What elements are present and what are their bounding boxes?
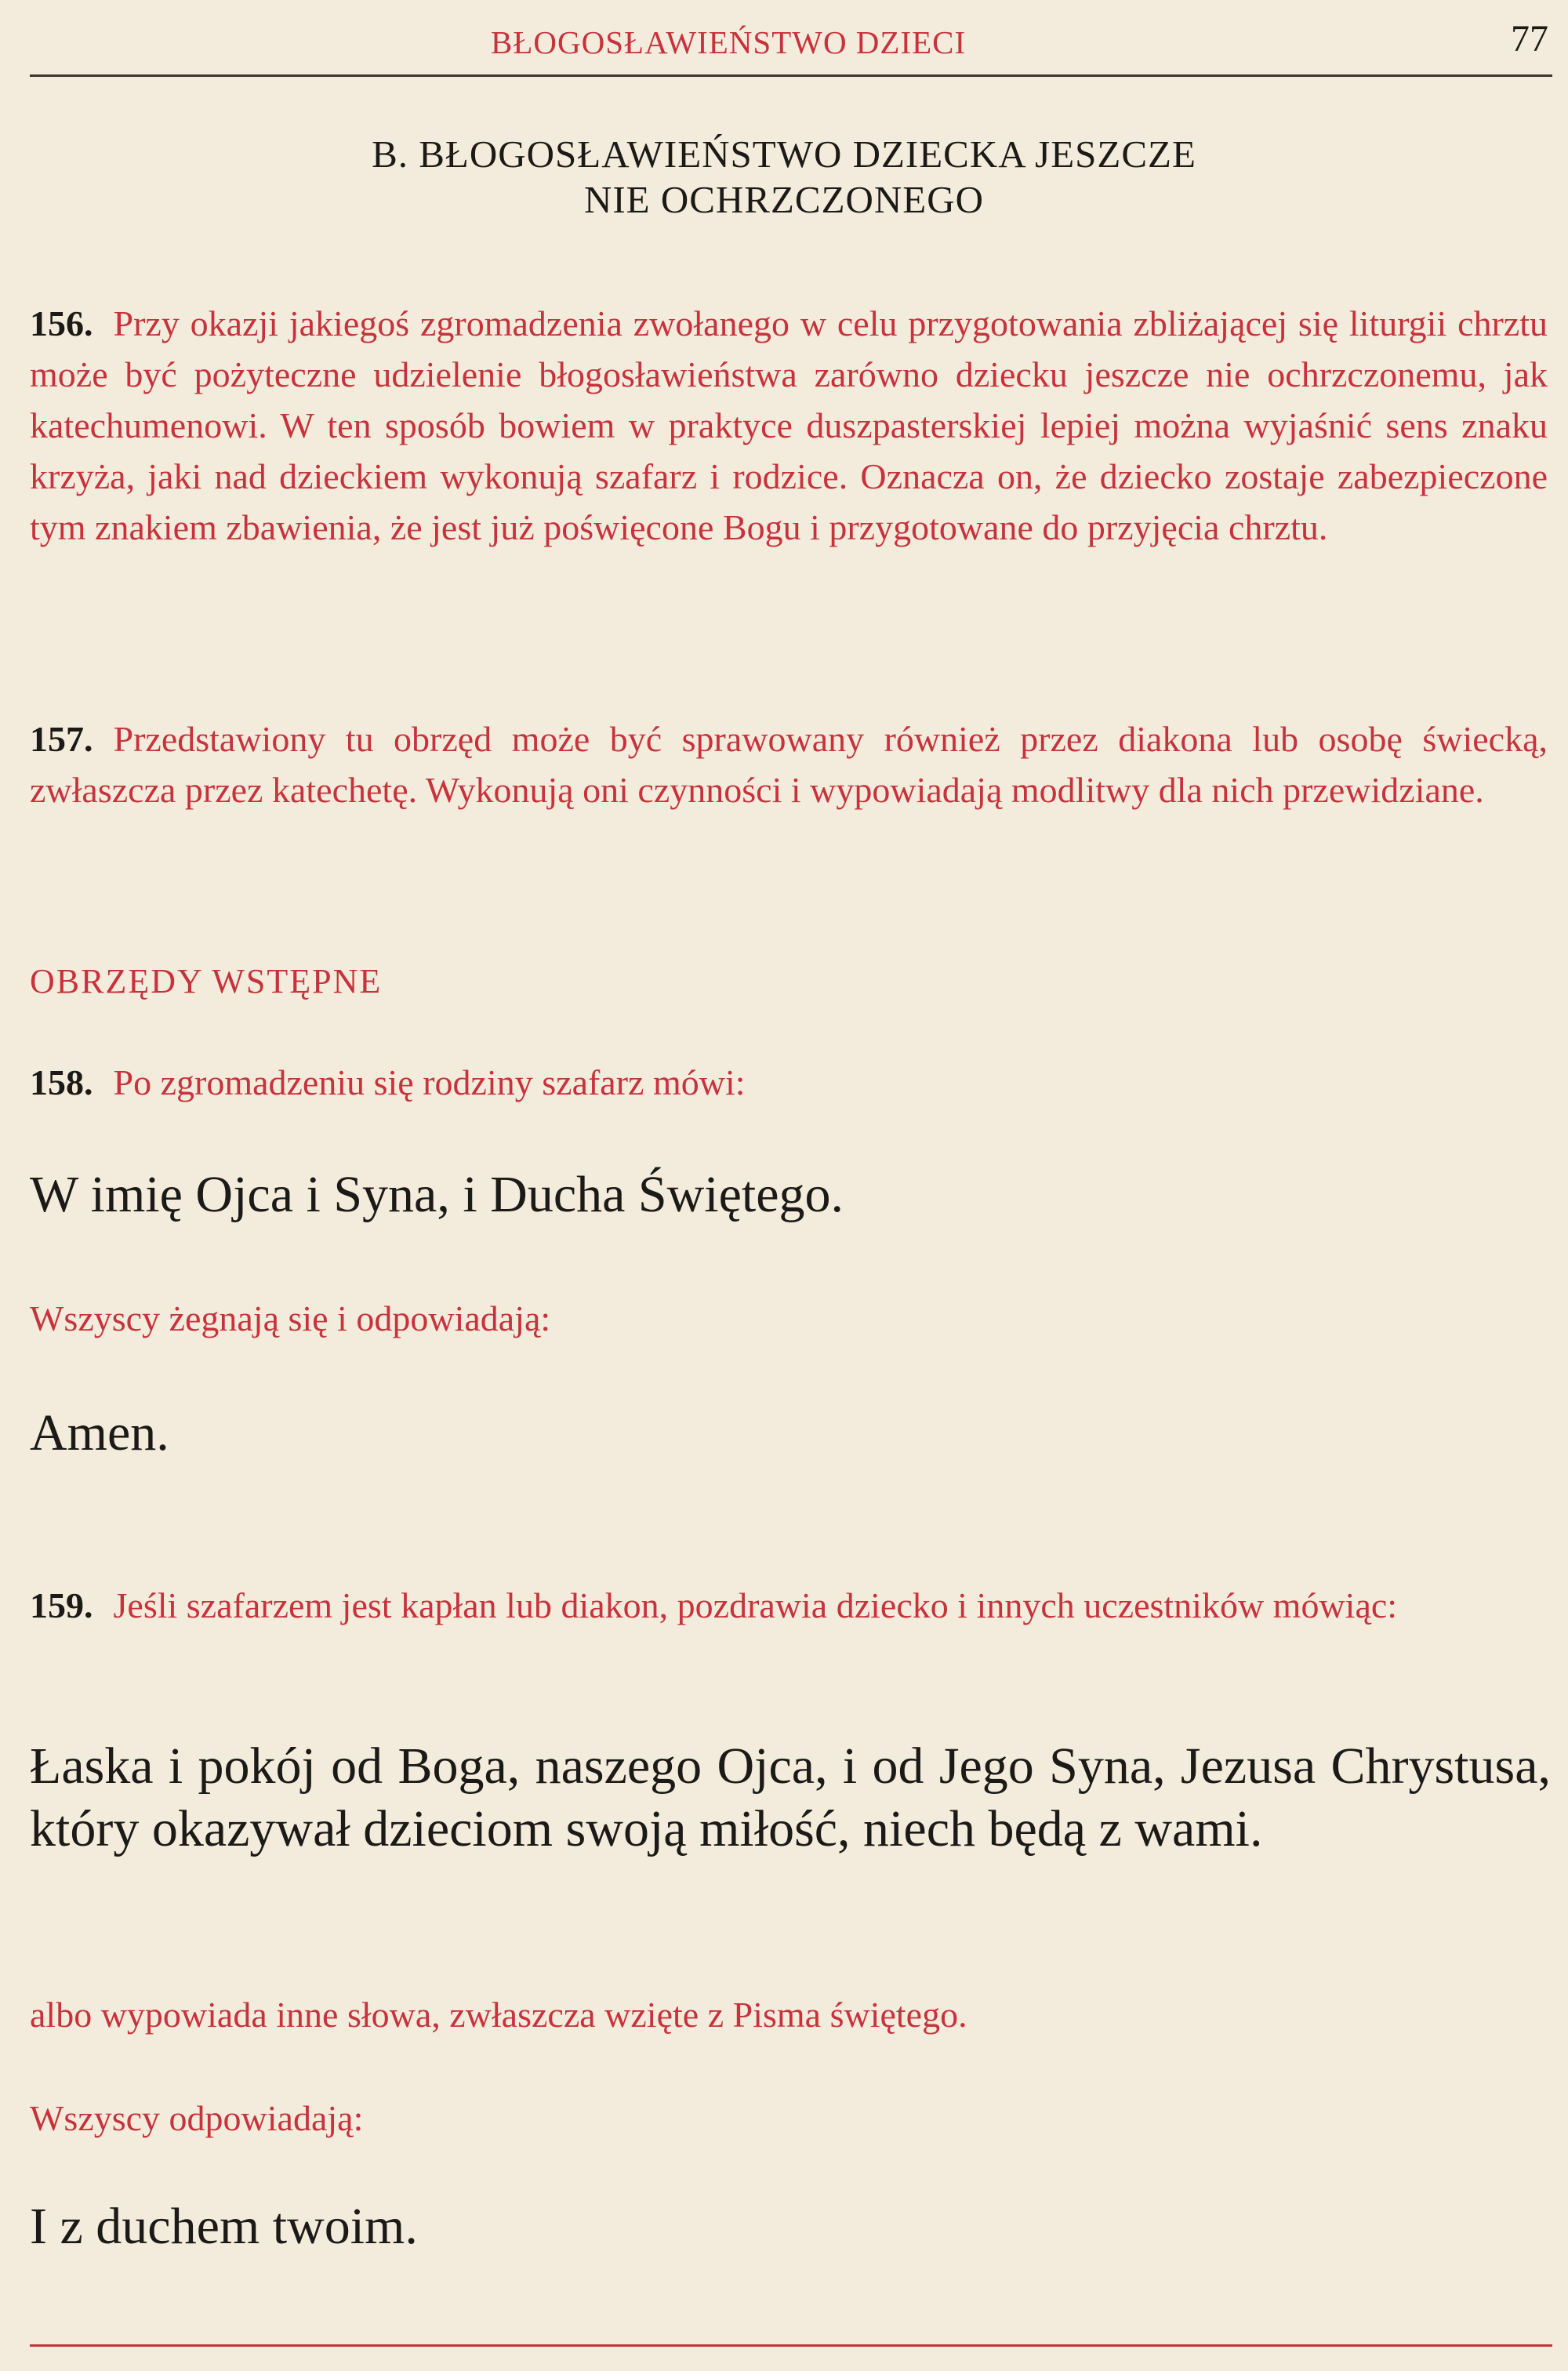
section-title-line-2: NIE OCHRZCZONEGO (583, 178, 985, 221)
spoken-response: I z duchem twoim. (30, 2198, 418, 2255)
header-rule (30, 74, 1552, 77)
paragraph-text: Przedstawiony tu obrzęd może być sprawowany również przez diakona lub osobę świecką, zwłaszcza przez katechetę. Wykonują oni czynności i wypowiadają modlitwy dla nich przewidziane. (30, 719, 1548, 810)
spoken-sign-of-cross: W imię Ojca i Syna, i Ducha Świętego. (30, 1166, 844, 1223)
paragraph-157 (30, 713, 1548, 815)
rubric-other-words: albo wypowiada inne słowa, zwłaszcza wzięte z Pisma świętego. (30, 1995, 967, 2035)
paragraph-number: 156. (30, 303, 93, 343)
paragraph-number: 158. (30, 1062, 93, 1102)
paragraph-text: Przy okazji jakiegoś zgromadzenia zwołanego w celu przygotowania zbliżającej się liturgii chrztu może być pożyteczne udzielenie błogosławieństwa zarówno dziecku jeszcze nie ochrzczonemu, jak katechumenowi. W ten sposób bowiem w praktyce duszpasterskiej lepiej można wyjaśnić sens znaku krzyża, jaki nad dzieckiem wykonują szafarz i rodzice. Oznacza on, że dziecko zostaje zabezpieczone tym znakiem zbawienia, że jest już poświęcone Bogu i przygotowane do przyjęcia chrztu. (30, 303, 1548, 547)
paragraph-number: 157. (30, 719, 93, 759)
footer-rule (30, 2344, 1552, 2347)
running-head: BŁOGOSŁAWIEŃSTWO DZIECI (491, 24, 967, 60)
section-title-line-1: B. BŁOGOSŁAWIEŃSTWO DZIECKA JESZCZE (372, 133, 1196, 176)
paragraph-156 (30, 298, 1548, 553)
paragraph-number: 159. (30, 1585, 93, 1625)
page-number: 77 (1511, 18, 1548, 60)
section-heading: OBRZĘDY WSTĘPNE (30, 962, 383, 1000)
section-title (157, 132, 1411, 223)
rubric-all-sign-respond: Wszyscy żegnają się i odpowiadają: (30, 1298, 551, 1338)
paragraph-text: Jeśli szafarzem jest kapłan lub diakon, pozdrawia dziecko i innych uczestników mówiąc: (113, 1585, 1398, 1625)
rubric-all-respond: Wszyscy odpowiadają: (30, 2098, 364, 2138)
paragraph-159 (30, 1580, 1548, 1631)
spoken-greeting: Łaska i pokój od Boga, naszego Ojca, i od Jego Syna, Jezusa Chrystusa, który okazywał dzieciom swoją miłość, niech będą z wami. (30, 1737, 1551, 1857)
spoken-amen: Amen. (30, 1404, 169, 1461)
paragraph-158 (30, 1057, 1548, 1108)
paragraph-text: Po zgromadzeniu się rodziny szafarz mówi: (113, 1062, 746, 1102)
page-header (0, 0, 1568, 86)
